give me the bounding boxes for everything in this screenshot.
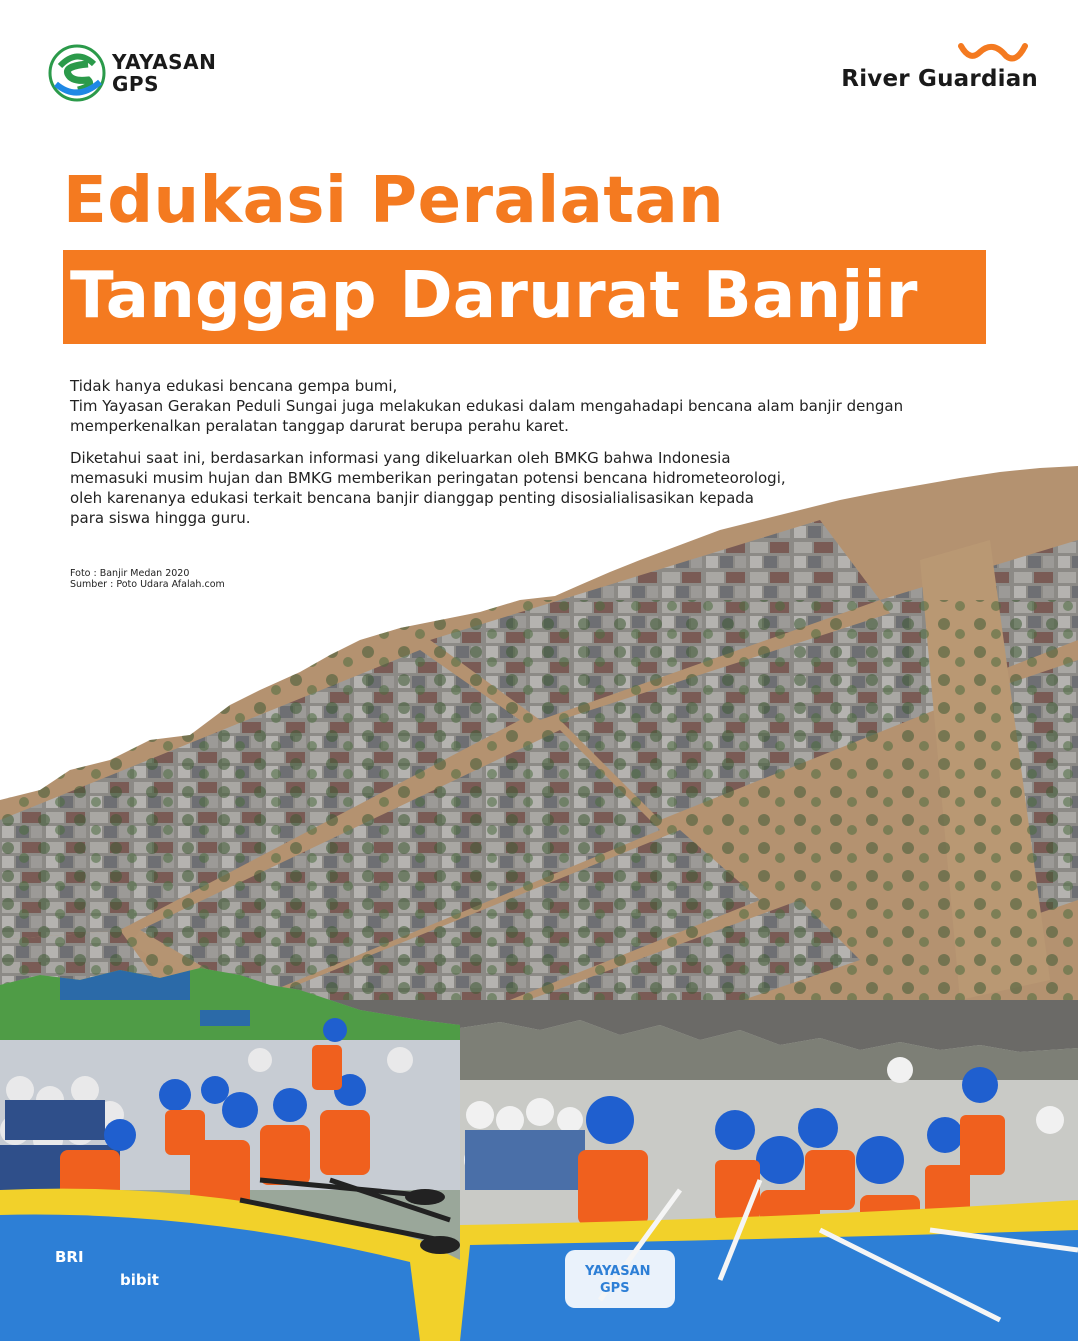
body-paragraph-2 [70,448,1030,528]
photo-source: Sumber : Poto Udara Afalah.com [70,579,225,590]
photo-credit: Foto : Banjir Medan 2020 [70,568,190,579]
raft-gps-logo-line1: YAYASAN [585,1264,651,1279]
river-guardian-wordmark: River Guardian [841,66,1038,92]
river-guardian-wave-icon [958,42,1028,64]
logo-line-yayasan: YAYASAN [112,50,217,74]
body-paragraph-2-line: oleh karenanya edukasi terkait bencana banjir dianggap penting disosialialisasikan kepada [70,489,754,507]
title-line-1: Edukasi Peralatan [63,164,725,238]
yayasan-gps-logo-icon [48,44,106,102]
raft-sponsor-bri: BRI [55,1248,84,1266]
body-paragraph-2-line: para siswa hingga guru. [70,509,251,527]
body-paragraph-2-line: memasuki musim hujan dan BMKG memberikan peringatan potensi bencana hidrometeorologi, [70,469,786,487]
river-guardian-logo [841,42,1038,92]
body-paragraph-1-line: memperkenalkan peralatan tanggap darurat berupa perahu karet. [70,417,569,435]
yayasan-gps-logo [48,44,216,102]
body-paragraph-1 [70,376,1030,436]
yayasan-gps-wordmark [112,51,216,95]
title-line-2: Tanggap Darurat Banjir [70,259,918,333]
body-paragraph-2-line: Diketahui saat ini, berdasarkan informasi yang dikeluarkan oleh BMKG bahwa Indonesia [70,449,731,467]
logo-line-gps: GPS [112,72,159,96]
raft-gps-logo-line2: GPS [600,1281,630,1296]
body-paragraph-1-line: Tidak hanya edukasi bencana gempa bumi, [70,377,398,395]
raft-sponsor-bibit: bibit [120,1271,159,1289]
body-paragraph-1-line: Tim Yayasan Gerakan Peduli Sungai juga melakukan edukasi dalam mengahadapi bencana alam banjir dengan [70,397,904,415]
